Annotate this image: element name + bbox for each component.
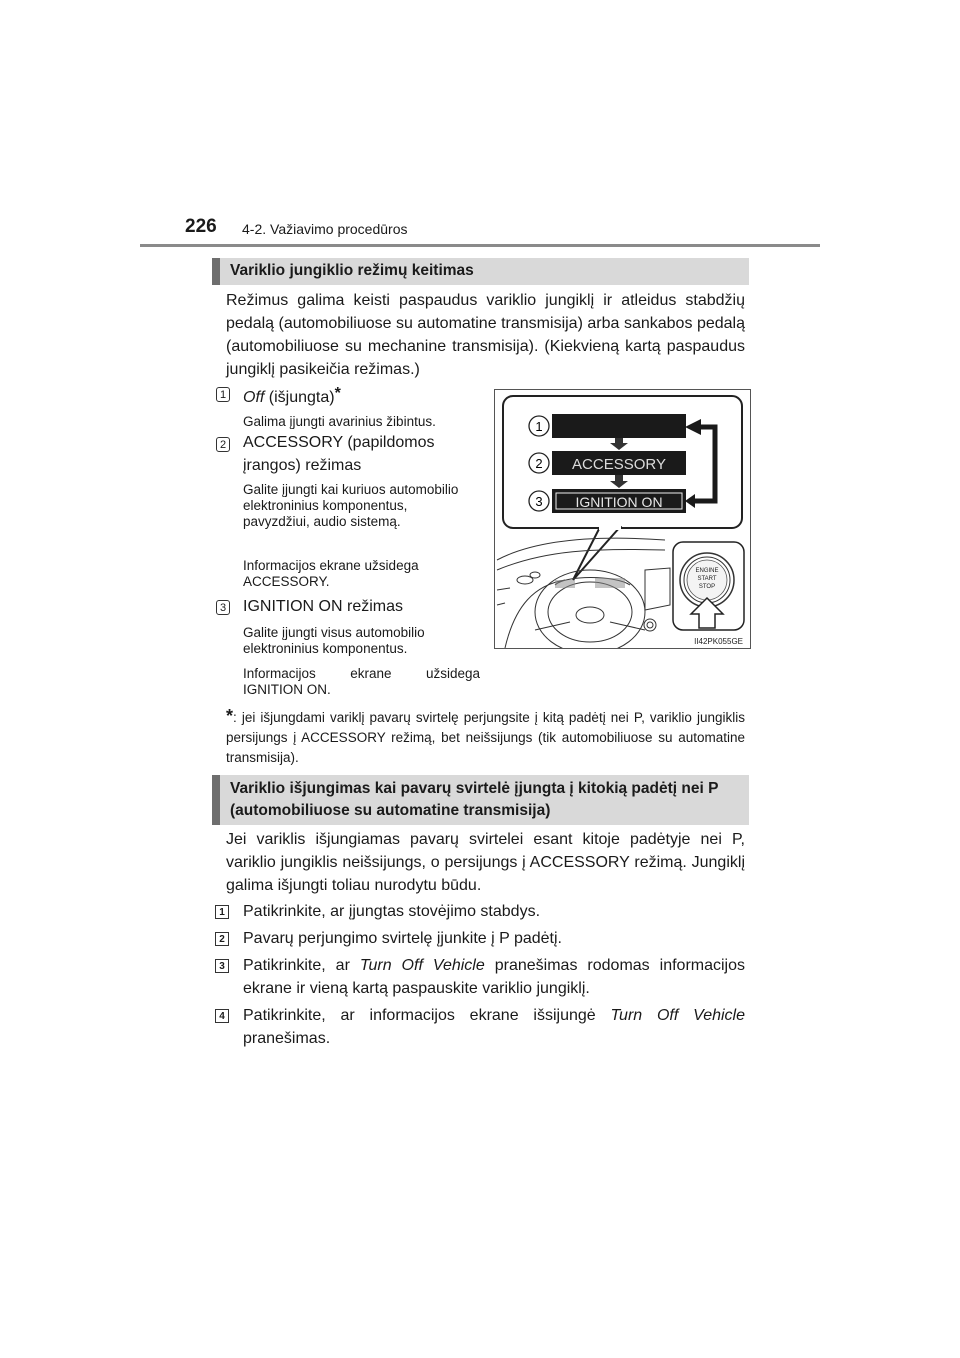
mode-accessory-note-1: Galite įjungti kai kuriuos automobilio elektroninius komponentus, pavyzdžiui, audio sistemą. — [243, 482, 459, 529]
display-ignition-text: IGNITION ON — [575, 494, 663, 510]
mode-off-note: Galima įjungti avarinius žibintus. — [243, 414, 436, 429]
step-1-text: Patikrinkite, ar įjungtas stovėjimo stabdys. — [243, 903, 541, 920]
chapter-title: 4-2. Važiavimo procedūros — [242, 221, 408, 237]
section-heading-mode-change: Variklio jungiklio režimų keitimas — [212, 258, 749, 285]
mode-accessory-note-2: Informacijos ekrane užsidega ACCESSORY. — [243, 558, 419, 589]
footnote — [226, 706, 745, 768]
section-intro: Režimus galima keisti paspaudus variklio jungiklį ir atleidus stabdžių pedalą (automobiliuose su automatine transmisija) arba sankabos pedalą (automobiliuose su mechanine transmisija). (Kiekvieną kartą paspaudus jungiklį pasikeičia režimas.) — [226, 292, 745, 378]
step-number-1: 1 — [215, 905, 229, 919]
footnote-asterisk: * — [226, 706, 234, 726]
page-number: 226 — [185, 216, 217, 237]
step-number-4: 4 — [215, 1009, 229, 1023]
mode-ignition-note-2: Informacijos ekrane užsidega IGNITION ON. — [243, 666, 480, 697]
section-heading-turn-off: Variklio išjungimas kai pavarų svirtelė įjungta į kitokią padėtį nei P (automobiliuose su automatine transmisija) — [212, 775, 749, 825]
mode-number-1: 1 — [216, 387, 230, 402]
mode-off-title: Off (išjungta)* — [243, 385, 341, 406]
label-1-text: 1 — [535, 419, 543, 434]
mode-ignition-note-1: Galite įjungti visus automobilio elektroninius komponentus. — [243, 625, 425, 656]
display-off — [552, 414, 686, 438]
illustration-drawing — [495, 390, 750, 648]
step-number-2: 2 — [215, 932, 229, 946]
button-text-1: ENGINE — [695, 568, 719, 574]
engine-switch-illustration — [494, 389, 751, 649]
mode-ignition-title: IGNITION ON režimas — [243, 598, 404, 615]
label-2-text: 2 — [535, 456, 543, 471]
step-2-text: Pavarų perjungimo svirtelę įjunkite į P padėtį. — [243, 930, 562, 947]
mode-number-3: 3 — [216, 600, 230, 615]
button-text-3: STOP — [698, 584, 716, 590]
mode-number-2: 2 — [216, 437, 230, 452]
asterisk-mark: * — [334, 385, 341, 402]
mode-accessory-title-line1: ACCESSORY (papildomos — [243, 434, 435, 451]
label-3-text: 3 — [535, 494, 543, 509]
button-text-2: START — [697, 576, 717, 582]
header-rule — [140, 244, 820, 247]
footnote-text: : jei išjungdami variklį pavarų svirtelę perjungsite į kitą padėtį nei P, variklio jungiklis persijungs į ACCESSORY režimą, bet neišsijungs (tik automobiliuose su automatine transmisija). — [226, 710, 745, 765]
step-3-text: Patikrinkite, ar Turn Off Vehicle pranešimas rodomas informacijos ekrane ir vieną kartą paspauskite variklio jungiklį. — [243, 957, 746, 997]
display-accessory-text: ACCESSORY — [572, 456, 666, 473]
step-number-3: 3 — [215, 959, 229, 973]
step-4-text: Patikrinkite, ar informacijos ekrane išsijungė Turn Off Vehicle pranešimas. — [243, 1007, 745, 1047]
section2-intro: Jei variklis išjungiamas pavarų svirtelei esant kitoje padėtyje nei P, variklio jungiklis neišsijungs, o persijungs į ACCESSORY režimą. Jungiklį galima išjungti toliau nurodytu būdu. — [226, 831, 745, 894]
illustration-code: II42PK055GE — [694, 637, 743, 646]
mode-accessory-title-line2: įrangos) režimas — [243, 457, 362, 474]
